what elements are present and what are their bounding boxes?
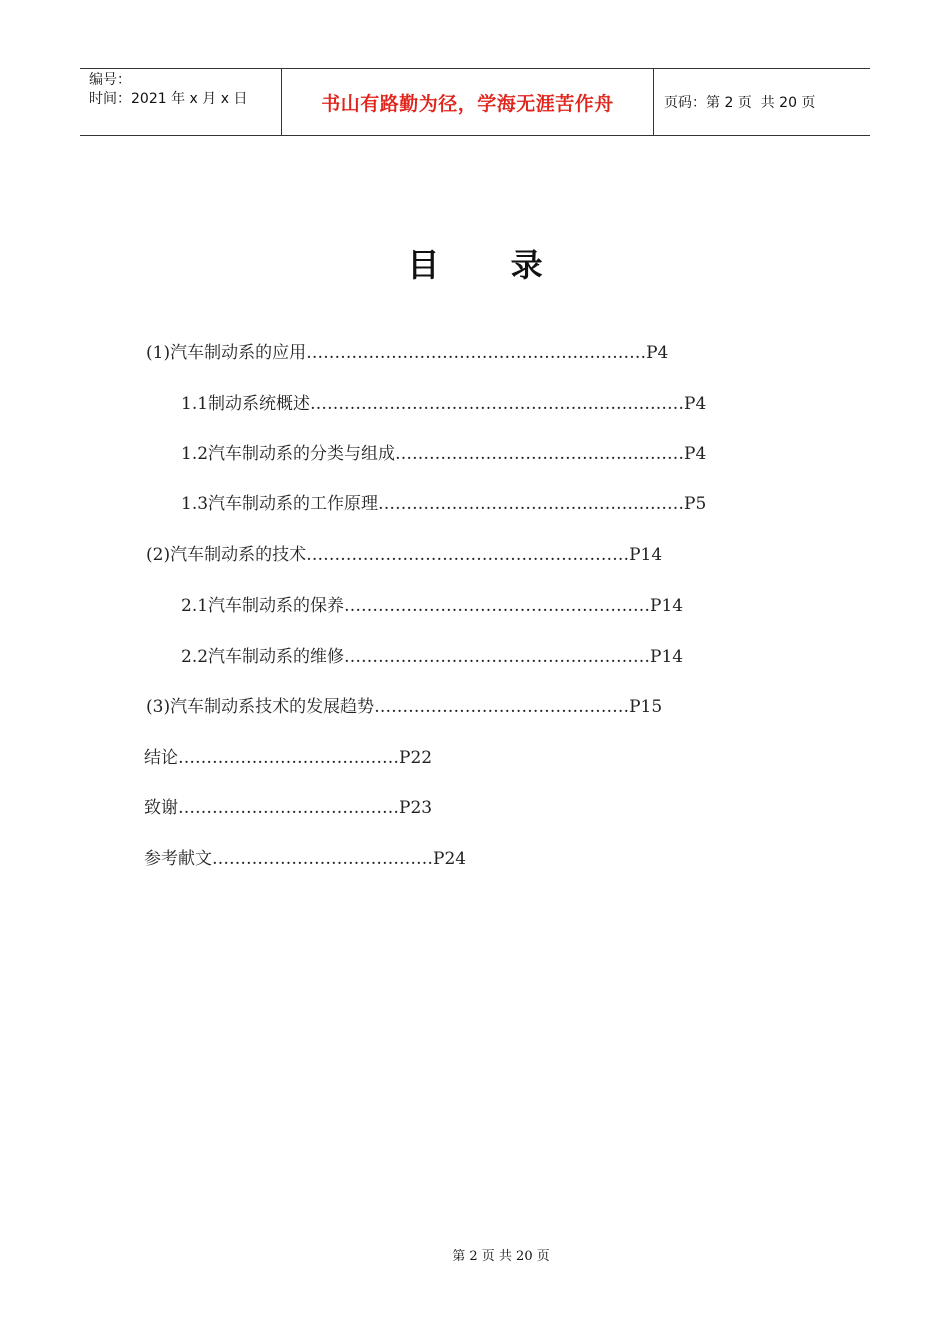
toc-entry-conclusion: 结论…………………………………P22 <box>144 748 433 768</box>
page-footer: 第 2 页 共 20 页 <box>452 1249 550 1264</box>
toc-entry-acknowledgements: 致谢…………………………………P23 <box>144 798 433 818</box>
toc-entry-2-1: 2.1汽车制动系的保养………………………………………………P14 <box>181 596 684 616</box>
toc-entry-2-2: 2.2汽车制动系的维修………………………………………………P14 <box>181 647 684 667</box>
toc-entry-section-1: (1)汽车制动系的应用……………………………………………………P4 <box>146 343 669 363</box>
header-motto: 书山有路勤为径，学海无涯苦作舟 <box>281 69 654 135</box>
toc-entry-1-2: 1.2汽车制动系的分类与组成……………………………………………P4 <box>181 444 707 464</box>
header-page-info: 页码：第 2 页 共 20 页 <box>664 95 816 111</box>
document-number-label: 编号： <box>89 72 131 88</box>
toc-title: 目 录 <box>407 246 573 284</box>
page-header <box>80 68 870 136</box>
toc-entry-1-1: 1.1制动系统概述…………………………………………………………P4 <box>181 394 707 414</box>
toc-entry-1-3: 1.3汽车制动系的工作原理………………………………………………P5 <box>181 494 707 514</box>
toc-entry-section-2: (2)汽车制动系的技术…………………………………………………P14 <box>146 545 663 565</box>
toc-entry-section-3: (3)汽车制动系技术的发展趋势………………………………………P15 <box>146 697 663 717</box>
header-meta <box>80 69 281 135</box>
document-time: 时间：2021 年 x 月 x 日 <box>89 91 248 107</box>
toc-entry-references: 参考献文…………………………………P24 <box>144 849 467 869</box>
